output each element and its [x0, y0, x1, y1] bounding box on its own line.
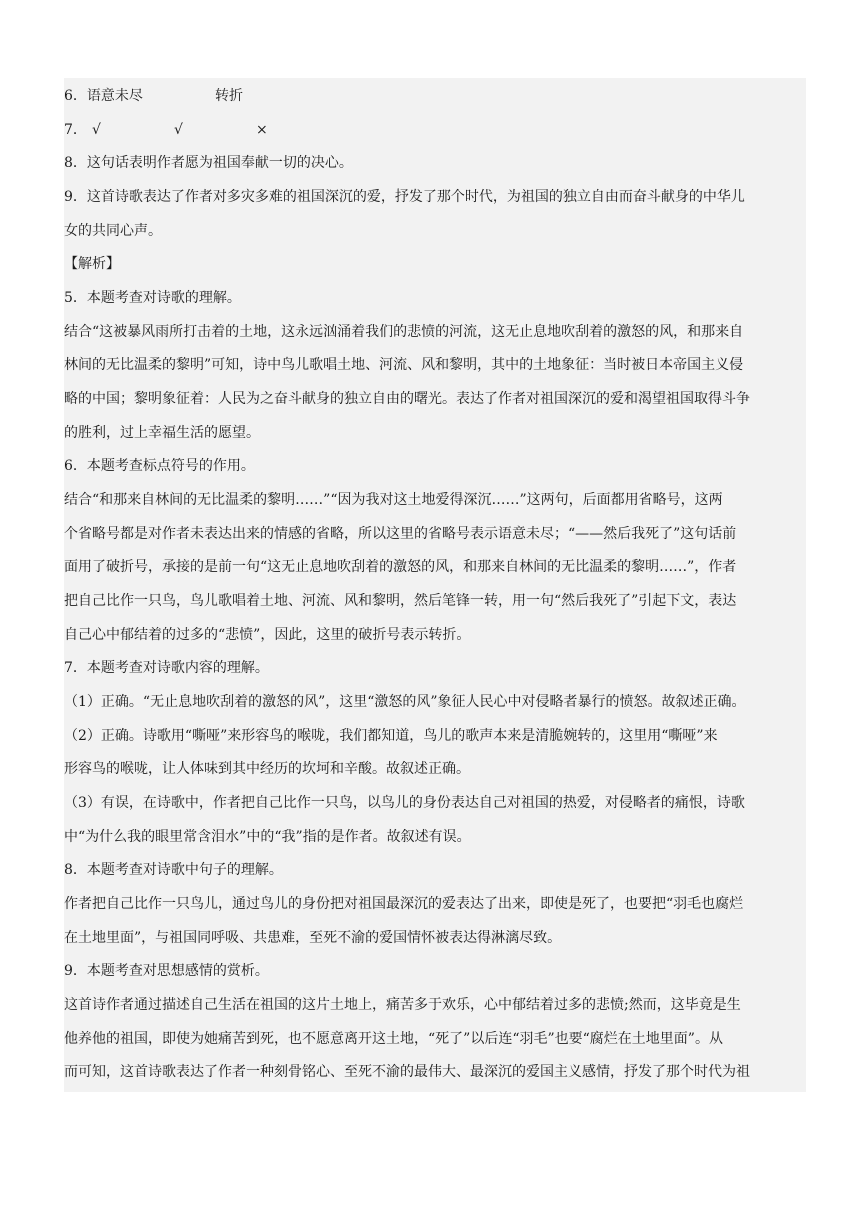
analysis-7-line: 中“为什么我的眼里常含泪水”中的“我”指的是作者。故叙述有误。 [64, 829, 471, 845]
answer-7-number: 7． [64, 122, 87, 138]
analysis-heading: 【解析】 [64, 256, 120, 272]
analysis-5-title: 5．本题考查对诗歌的理解。 [64, 290, 241, 306]
answer-6 [64, 86, 806, 106]
analysis-5-line: 的胜利，过上幸福生活的愿望。 [64, 425, 260, 441]
answer-6-number: 6． [64, 88, 87, 104]
analysis-9-line: 这首诗作者通过描述自己生活在祖国的这片土地上，痛苦多于欢乐，心中郁结着过多的悲愤;然而，这毕竟是生 [64, 997, 741, 1013]
analysis-8-line: 作者把自己比作一只鸟儿，通过鸟儿的身份把对祖国最深沉的爱表达了出来，即使是死了，也要把“羽毛也腐烂 [64, 896, 744, 912]
analysis-6-line: 自己心中郁结着的过多的“悲愤”，因此，这里的破折号表示转折。 [64, 627, 471, 643]
analysis-9-title: 9．本题考查对思想感情的赏析。 [64, 963, 269, 979]
answer-7-mark-3: × [256, 122, 268, 138]
answer-6-blank-2: 转折 [215, 88, 243, 104]
analysis-9-line: 他养他的祖国，即使为她痛苦到死，也不愿意离开这土地，“死了”以后连“羽毛”也要“腐烂在土地里面”。从 [64, 1031, 723, 1047]
analysis-6-line: 结合“和那来自林间的无比温柔的黎明……”“因为我对这土地爱得深沉……”这两句，后面都用省略号，这两 [64, 492, 723, 508]
analysis-8-title: 8．本题考查对诗歌中句子的理解。 [64, 862, 283, 878]
analysis-5-line: 结合“这被暴风雨所打击着的土地，这永远汹涌着我们的悲愤的河流，这无止息地吹刮着的激怒的风，和那来自 [64, 324, 744, 340]
analysis-6-line: 面用了破折号，承接的是前一句“这无止息地吹刮着的激怒的风，和那来自林间的无比温柔的黎明……”，作者 [64, 559, 737, 575]
answer-7 [64, 120, 806, 140]
document-content [64, 78, 806, 1092]
analysis-7-line: 形容鸟的喉咙，让人体味到其中经历的坎坷和辛酸。故叙述正确。 [64, 761, 470, 777]
analysis-6-line: 个省略号都是对作者未表达出来的情感的省略，所以这里的省略号表示语意未尽；“——然后我死了”这句话前 [64, 526, 737, 542]
analysis-7-line: （3）有误，在诗歌中，作者把自己比作一只鸟，以鸟儿的身份表达自己对祖国的热爱，对侵略者的痛恨，诗歌 [64, 795, 745, 811]
answer-6-blank-1: 语意未尽 [86, 88, 143, 104]
analysis-8-line: 在土地里面”，与祖国同呼吸、共患难，至死不渝的爱国情怀被表达得淋漓尽致。 [64, 930, 562, 946]
analysis-9-line: 而可知，这首诗歌表达了作者一种刻骨铭心、至死不渝的最伟大、最深沉的爱国主义感情，抒发了那个时代为祖 [64, 1064, 750, 1080]
analysis-7-line: （1）正确。“无止息地吹刮着的激怒的风”，这里“激怒的风”象征人民心中对侵略者暴行的愤怒。故叙述正确。 [64, 694, 746, 710]
answer-9-line-1: 9．这首诗歌表达了作者对多灾多难的祖国深沉的爱，抒发了那个时代，为祖国的独立自由而奋斗献身的中华儿 [64, 189, 745, 205]
answer-8: 8．这句话表明作者愿为祖国奉献一切的决心。 [64, 155, 353, 171]
analysis-5-line: 林间的无比温柔的黎明”可知，诗中鸟儿歌唱土地、河流、风和黎明，其中的土地象征：当时被日本帝国主义侵 [64, 357, 744, 373]
analysis-5-line: 略的中国；黎明象征着：人民为之奋斗献身的独立自由的曙光。表达了作者对祖国深沉的爱和渴望祖国取得斗争 [64, 391, 750, 407]
analysis-6-title: 6．本题考查标点符号的作用。 [64, 458, 255, 474]
analysis-7-title: 7．本题考查对诗歌内容的理解。 [64, 660, 269, 676]
answer-9-line-2: 女的共同心声。 [64, 223, 162, 239]
analysis-6-line: 把自己比作一只鸟，鸟儿歌唱着土地、河流、风和黎明，然后笔锋一转，用一句“然后我死了”引起下文，表达 [64, 593, 737, 609]
analysis-7-line: （2）正确。诗歌用“嘶哑”来形容鸟的喉咙，我们都知道，鸟儿的歌声本来是清脆婉转的，这里用“嘶哑”来 [64, 728, 718, 744]
answer-7-mark-1: √ [92, 122, 101, 138]
answer-7-mark-2: √ [174, 122, 183, 138]
